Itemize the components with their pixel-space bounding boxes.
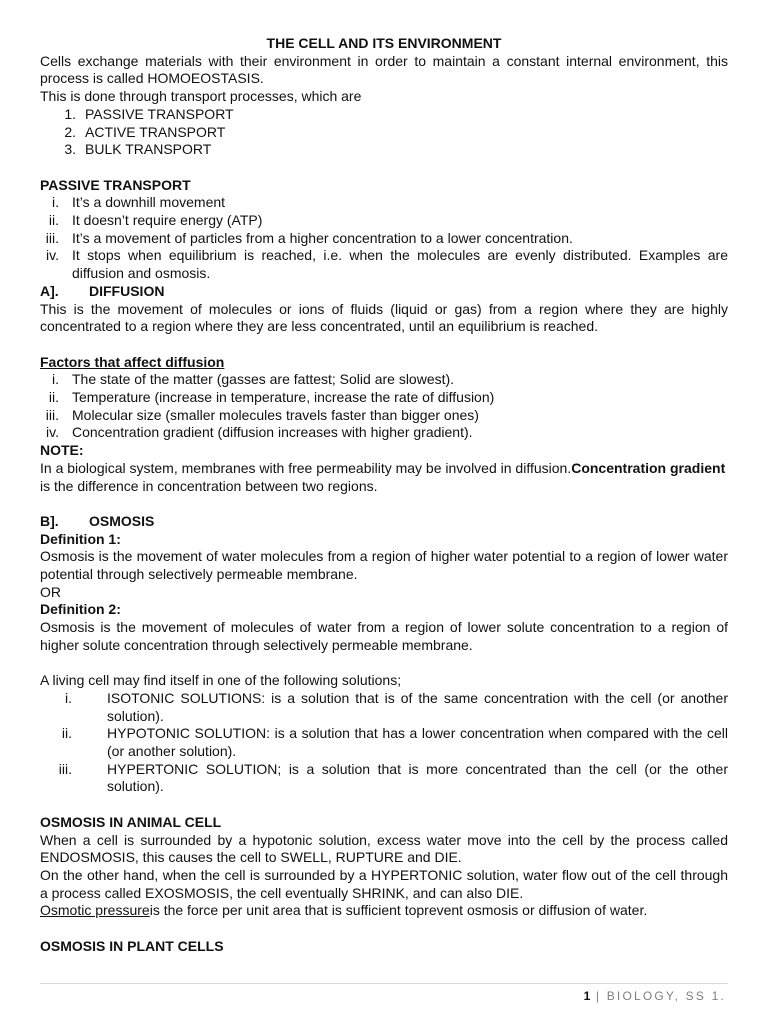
- list-item: ii. It doesn’t require energy (ATP): [48, 212, 263, 229]
- list-item: 3. BULK TRANSPORT: [64, 141, 212, 158]
- factors-list: [40, 371, 728, 442]
- animal-cell-heading: OSMOSIS IN ANIMAL CELL: [40, 813, 222, 830]
- list-item: iii. Molecular size (smaller molecules travels faster than bigger ones): [45, 406, 479, 423]
- page-footer: [584, 988, 726, 1006]
- list-item: 2. ACTIVE TRANSPORT: [64, 123, 226, 140]
- solutions-intro: A living cell may find itself in one of the following solutions;: [40, 672, 402, 689]
- diffusion-heading: A]. DIFFUSION: [40, 282, 165, 299]
- definition-2-heading: Definition 2:: [40, 601, 121, 618]
- footer-divider: [40, 983, 728, 984]
- list-item: ii. Temperature (increase in temperature, increase the rate of diffusion): [48, 389, 495, 406]
- animal-cell-paragraph-1: When a cell is surrounded by a hypotonic solution, excess water move into the cell by the process called ENDOSMOSIS, this causes the cell to SWELL, RUPTURE and DIE.: [40, 831, 728, 866]
- process-list: [40, 106, 728, 159]
- list-item: iv. It stops when equilibrium is reached, i.e. when the molecules are evenly distributed. Examples are diffusion and osmosis.: [46, 247, 728, 282]
- osmotic-pressure-definition: Osmotic pressureis the force per unit area that is sufficient toprevent osmosis or diffusion of water.: [40, 902, 648, 919]
- passive-heading: PASSIVE TRANSPORT: [40, 176, 191, 193]
- page-number: 1: [583, 989, 591, 1003]
- list-item: i. The state of the matter (gasses are fattest; Solid are slowest).: [52, 371, 455, 388]
- intro-paragraph: Cells exchange materials with their environment in order to maintain a constant internal environment, this process is called HOMOEOSTASIS.: [40, 52, 728, 87]
- list-item: iii. HYPERTONIC SOLUTION; is a solution that is more concentrated than the cell (or the other solution).: [58, 760, 728, 795]
- osmosis-heading: B]. OSMOSIS: [40, 512, 155, 529]
- plant-cells-heading: OSMOSIS IN PLANT CELLS: [40, 937, 224, 954]
- list-item: i. ISOTONIC SOLUTIONS: is a solution that is of the same concentration with the cell (or another solution).: [65, 689, 728, 724]
- list-item: 1. PASSIVE TRANSPORT: [64, 105, 234, 122]
- list-item: i. It’s a downhill movement: [52, 194, 226, 211]
- or-text: OR: [40, 583, 61, 600]
- list-item: iii. It’s a movement of particles from a higher concentration to a lower concentration.: [45, 229, 573, 246]
- footer-separator: |: [595, 989, 602, 1003]
- footer-label: BIOLOGY, SS 1.: [606, 989, 726, 1003]
- note-heading: NOTE:: [40, 442, 84, 459]
- document-page: [40, 35, 728, 955]
- animal-cell-paragraph-2: On the other hand, when the cell is surrounded by a HYPERTONIC solution, water flow out of the cell through a process called EXOSMOSIS, the cell eventually SHRINK, and can also DIE.: [40, 866, 728, 901]
- page-title: THE CELL AND ITS ENVIRONMENT: [266, 35, 502, 51]
- passive-list: [40, 194, 728, 283]
- factors-heading: Factors that affect diffusion: [40, 353, 225, 370]
- definition-2-text: Osmosis is the movement of molecules of water from a region of lower solute concentration to a region of higher solute concentration through selectively permeable membrane.: [40, 619, 728, 653]
- note-paragraph: In a biological system, membranes with free permeability may be involved in diffusion.Concentration gradient is the difference in concentration between two regions.: [40, 459, 726, 494]
- solutions-list: [40, 690, 728, 796]
- intro-line: This is done through transport processes, which are: [40, 88, 362, 105]
- definition-1-heading: Definition 1:: [40, 530, 121, 547]
- list-item: ii. HYPOTONIC SOLUTION: is a solution that has a lower concentration when compared with the cell (or another solution).: [61, 725, 728, 760]
- diffusion-paragraph: This is the movement of molecules or ions of fluids (liquid or gas) from a region where they are highly concentrated to a region where they are less concentrated, until an equilibrium is reached.: [40, 300, 728, 335]
- definition-1-text: Osmosis is the movement of water molecules from a region of higher water potential to a region of lower water potential through selectively permeable membrane.: [40, 548, 728, 583]
- list-item: iv. Concentration gradient (diffusion increases with higher gradient).: [46, 424, 473, 441]
